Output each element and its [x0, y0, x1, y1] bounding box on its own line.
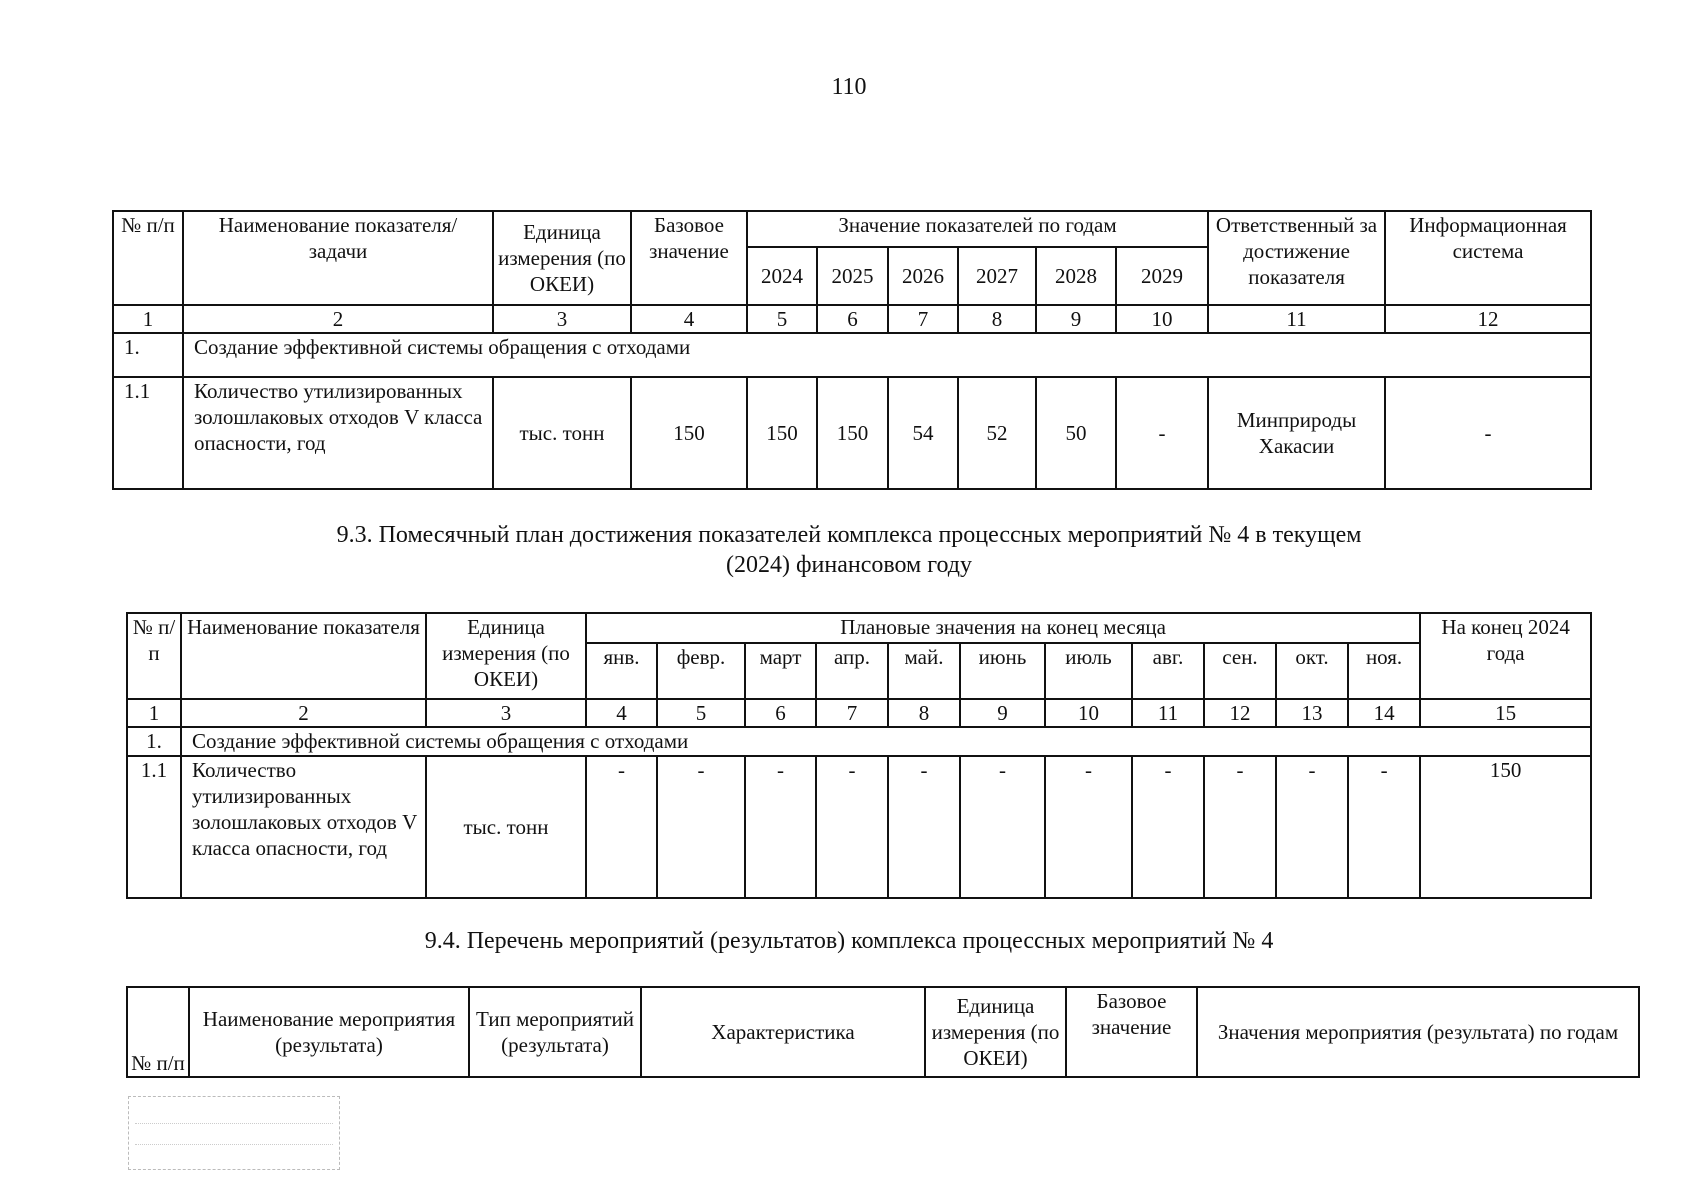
column-number-row	[113, 305, 1591, 333]
row-value: 52	[958, 377, 1036, 489]
column-number: 3	[426, 699, 586, 727]
row-name: Количество утилизированных золошлаковых отходов V класса опасности, год	[181, 756, 426, 898]
heading-9-4: 9.4. Перечень мероприятий (результатов) комплекса процессных мероприятий № 4	[424, 928, 1274, 954]
column-number: 4	[586, 699, 657, 727]
header-base: Базовое значение	[631, 211, 747, 305]
header-month: май.	[888, 643, 960, 699]
header-characteristic: Характеристика	[641, 987, 925, 1077]
page-number: 110	[831, 74, 867, 100]
column-number: 9	[1036, 305, 1116, 333]
row-month-value: -	[1348, 756, 1420, 898]
heading-9-3	[0, 520, 1698, 580]
column-number: 8	[888, 699, 960, 727]
column-number: 11	[1132, 699, 1204, 727]
header-year: 2026	[888, 247, 958, 305]
row-month-value: -	[1276, 756, 1348, 898]
column-number: 7	[888, 305, 958, 333]
indicators-table	[112, 210, 1592, 490]
header-month: янв.	[586, 643, 657, 699]
header-month: авг.	[1132, 643, 1204, 699]
column-number: 4	[631, 305, 747, 333]
table-row	[127, 756, 1591, 898]
column-number: 1	[127, 699, 181, 727]
row-month-value: -	[1204, 756, 1276, 898]
section-num: 1.	[127, 727, 181, 756]
column-number: 13	[1276, 699, 1348, 727]
header-month: июль	[1045, 643, 1132, 699]
header-month: июнь	[960, 643, 1045, 699]
header-year: 2024	[747, 247, 817, 305]
column-number: 12	[1385, 305, 1591, 333]
header-unit: Единица измерения (по ОКЕИ)	[925, 987, 1066, 1077]
section-title: Создание эффективной системы обращения с отходами	[183, 333, 1591, 377]
row-month-value: -	[745, 756, 816, 898]
column-number: 1	[113, 305, 183, 333]
row-num: 1.1	[113, 377, 183, 489]
row-base: 150	[631, 377, 747, 489]
section-row	[113, 333, 1591, 377]
table-row	[113, 377, 1591, 489]
column-number: 14	[1348, 699, 1420, 727]
column-number: 8	[958, 305, 1036, 333]
column-number: 6	[817, 305, 888, 333]
row-value: 54	[888, 377, 958, 489]
row-responsible: Минприроды Хакасии	[1208, 377, 1385, 489]
header-num: № п/п	[127, 987, 189, 1077]
header-info-system: Информационная система	[1385, 211, 1591, 305]
header-month: апр.	[816, 643, 888, 699]
column-number: 6	[745, 699, 816, 727]
row-value: -	[1116, 377, 1208, 489]
header-responsible: Ответственный за достижение показателя	[1208, 211, 1385, 305]
header-year: 2028	[1036, 247, 1116, 305]
row-month-value: -	[586, 756, 657, 898]
row-value: 50	[1036, 377, 1116, 489]
column-number: 11	[1208, 305, 1385, 333]
header-num: № п/п	[127, 613, 181, 699]
row-year-end: 150	[1420, 756, 1591, 898]
header-unit: Единица измерения (по ОКЕИ)	[493, 211, 631, 305]
header-month: февр.	[657, 643, 745, 699]
column-number: 15	[1420, 699, 1591, 727]
column-number: 5	[747, 305, 817, 333]
header-name: Наименование показателя	[181, 613, 426, 699]
column-number: 2	[183, 305, 493, 333]
header-month: март	[745, 643, 816, 699]
monthly-plan-table	[126, 612, 1592, 899]
row-month-value: -	[657, 756, 745, 898]
column-number: 10	[1116, 305, 1208, 333]
column-number: 10	[1045, 699, 1132, 727]
section-row	[127, 727, 1591, 756]
header-year: 2025	[817, 247, 888, 305]
column-number: 9	[960, 699, 1045, 727]
row-info-system: -	[1385, 377, 1591, 489]
header-month: сен.	[1204, 643, 1276, 699]
column-number: 12	[1204, 699, 1276, 727]
header-base: Базовое значение	[1066, 987, 1197, 1077]
row-value: 150	[817, 377, 888, 489]
header-name: Наименование показателя/ задачи	[183, 211, 493, 305]
row-month-value: -	[960, 756, 1045, 898]
header-unit: Единица измерения (по ОКЕИ)	[426, 613, 586, 699]
row-unit: тыс. тонн	[426, 756, 586, 898]
heading-9-3-line2: (2024) финансовом году	[725, 552, 973, 578]
column-number: 2	[181, 699, 426, 727]
heading-9-3-line1: 9.3. Помесячный план достижения показателей комплекса процессных мероприятий № 4 в текущем	[336, 522, 1362, 548]
row-month-value: -	[1045, 756, 1132, 898]
column-number-row	[127, 699, 1591, 727]
row-month-value: -	[1132, 756, 1204, 898]
row-month-value: -	[888, 756, 960, 898]
header-years-group: Значение показателей по годам	[747, 211, 1208, 247]
header-num: № п/п	[113, 211, 183, 305]
header-month: окт.	[1276, 643, 1348, 699]
header-year: 2027	[958, 247, 1036, 305]
row-month-value: -	[816, 756, 888, 898]
row-unit: тыс. тонн	[493, 377, 631, 489]
column-number: 5	[657, 699, 745, 727]
header-month: ноя.	[1348, 643, 1420, 699]
row-name: Количество утилизированных золошлаковых отходов V класса опасности, год	[183, 377, 493, 489]
header-year: 2029	[1116, 247, 1208, 305]
row-value: 150	[747, 377, 817, 489]
header-year-end: На конец 2024 года	[1420, 613, 1591, 699]
section-num: 1.	[113, 333, 183, 377]
header-months-group: Плановые значения на конец месяца	[586, 613, 1420, 643]
row-num: 1.1	[127, 756, 181, 898]
faded-stamp	[128, 1096, 340, 1170]
header-name: Наименование мероприятия (результата)	[189, 987, 469, 1077]
column-number: 7	[816, 699, 888, 727]
header-values: Значения мероприятия (результата) по годам	[1197, 987, 1639, 1077]
column-number: 3	[493, 305, 631, 333]
header-type: Тип мероприятий (результата)	[469, 987, 641, 1077]
activities-table	[126, 986, 1640, 1078]
section-title: Создание эффективной системы обращения с отходами	[181, 727, 1591, 756]
